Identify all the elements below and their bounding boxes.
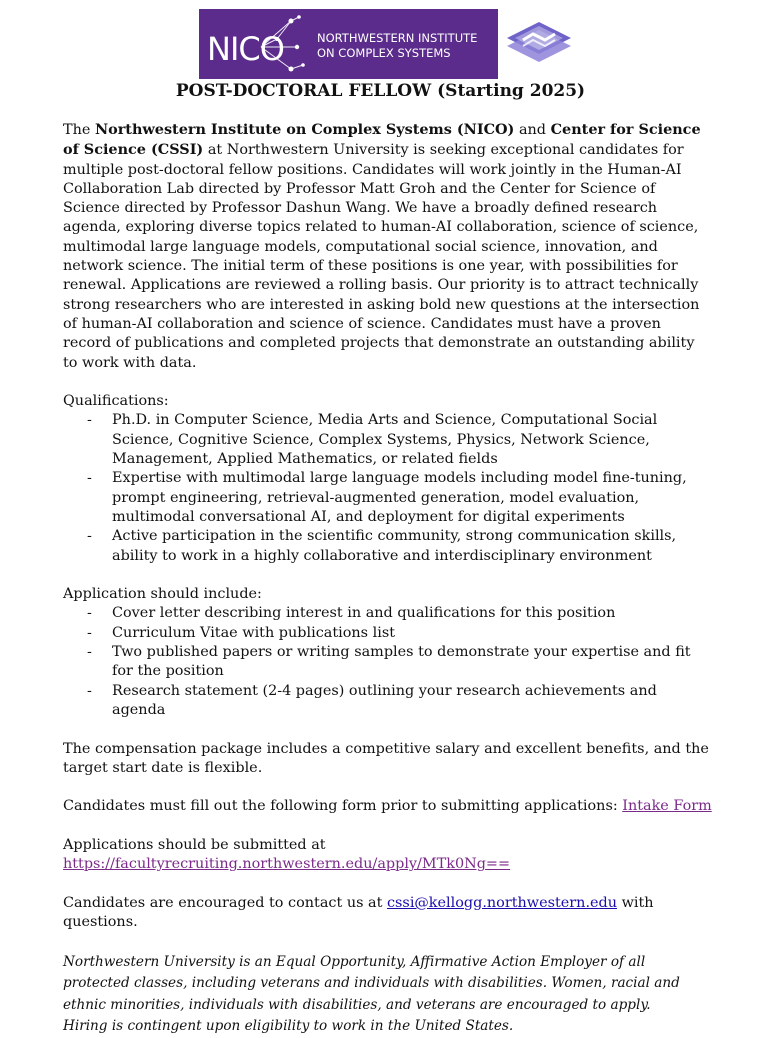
list-item: - Ph.D. in Computer Science, Media Arts and Science, Computational Social Science, Cognitive Science, Complex Systems, Physics, Network Science, Management, Applied Mathematics, or related fields bbox=[63, 411, 713, 469]
list-item: - Active participation in the scientific community, strong communication skills, ability to work in a highly collaborative and interdisciplinary environment bbox=[63, 527, 713, 566]
submit-text: Applications should be submitted at bbox=[63, 836, 326, 853]
application-heading: Application should include: bbox=[63, 586, 262, 603]
qualifications-list bbox=[63, 411, 713, 565]
qualifications-heading: Qualifications: bbox=[63, 393, 169, 410]
nico-logo bbox=[199, 9, 498, 79]
nico-wordmark: NICO bbox=[207, 30, 284, 68]
application-list bbox=[63, 604, 713, 720]
list-item: - Research statement (2-4 pages) outlining your research achievements and agenda bbox=[63, 682, 713, 721]
list-item: - Cover letter describing interest in and qualifications for this position bbox=[63, 604, 713, 623]
intro-paragraph bbox=[63, 120, 713, 373]
intake-form-link[interactable]: Intake Form bbox=[622, 798, 712, 815]
intro-text-1: The bbox=[63, 122, 95, 138]
list-item: - Expertise with multimodal large language models including model fine-tuning, prompt engineering, retrieval-augmented generation, model evaluation, multimodal conversational AI, and deployment for digital experiments bbox=[63, 469, 713, 527]
contact-email-link[interactable]: cssi@kellogg.northwestern.edu bbox=[386, 894, 618, 911]
intro-nico-name: Northwestern Institute on Complex Systems (NICO) bbox=[94, 121, 515, 138]
contact-text-1: Candidates are encouraged to contact us at bbox=[63, 894, 387, 911]
intro-cssi-name: Center for Science of Science (CSSI) bbox=[63, 121, 701, 159]
compensation-paragraph: The compensation package includes a competitive salary and excellent benefits, and the target start date is flexible. bbox=[63, 740, 709, 776]
header-logos bbox=[0, 8, 761, 80]
intro-text-3: at Northwestern University is seeking exceptional candidates for multiple post-doctoral fellow positions. Candidates will work jointly in the Human-AI Collaboration Lab directed by Professor Matt Groh and the Center for Science of Science directed by Professor Dashun Wang. We have a broadly defined research agenda, exploring diverse topics related to human-AI collaboration, science of science, multimodal large language models, computational social science, innovation, and network science. The initial term of these positions is one year, with possibilities for renewal. Applications are reviewed a rolling basis. Our priority is to attract technically strong researchers who are interested in asking bold new questions at the intersection of human-AI collaboration and science of science. Candidates must have a proven record of publications and completed projects that demonstrate an outstanding ability to work with data. bbox=[63, 142, 700, 371]
apply-url-link[interactable]: https://facultyrecruiting.northwestern.edu/apply/MTk0Ng== bbox=[63, 856, 511, 873]
contact-paragraph bbox=[63, 894, 713, 933]
intro-text-2: and bbox=[514, 122, 551, 138]
contact-text-2: with questions. bbox=[63, 894, 654, 931]
intake-paragraph bbox=[63, 797, 713, 816]
nico-tagline bbox=[317, 31, 497, 61]
eeo-statement: Northwestern University is an Equal Opportunity, Affirmative Action Employer of all protected classes, including veterans and individuals with disabilities. Women, racial and ethnic minorities, individuals with disabilities, and veterans are encouraged to apply. Hiring is contingent upon eligibility to work in the United States. bbox=[63, 953, 680, 1035]
nico-tagline-line-2: ON COMPLEX SYSTEMS bbox=[317, 46, 451, 60]
nico-tagline-line-1: NORTHWESTERN INSTITUTE bbox=[317, 31, 478, 45]
list-item: - Two published papers or writing samples to demonstrate your expertise and fit for the position bbox=[63, 643, 713, 682]
page-title: POST-DOCTORAL FELLOW (Starting 2025) bbox=[175, 81, 586, 101]
cssi-logo-icon bbox=[505, 20, 573, 64]
submit-block bbox=[63, 836, 713, 875]
list-item: - Curriculum Vitae with publications list bbox=[63, 624, 713, 643]
intake-text: Candidates must fill out the following form prior to submitting applications: bbox=[63, 798, 623, 815]
posting-body bbox=[63, 120, 713, 1038]
